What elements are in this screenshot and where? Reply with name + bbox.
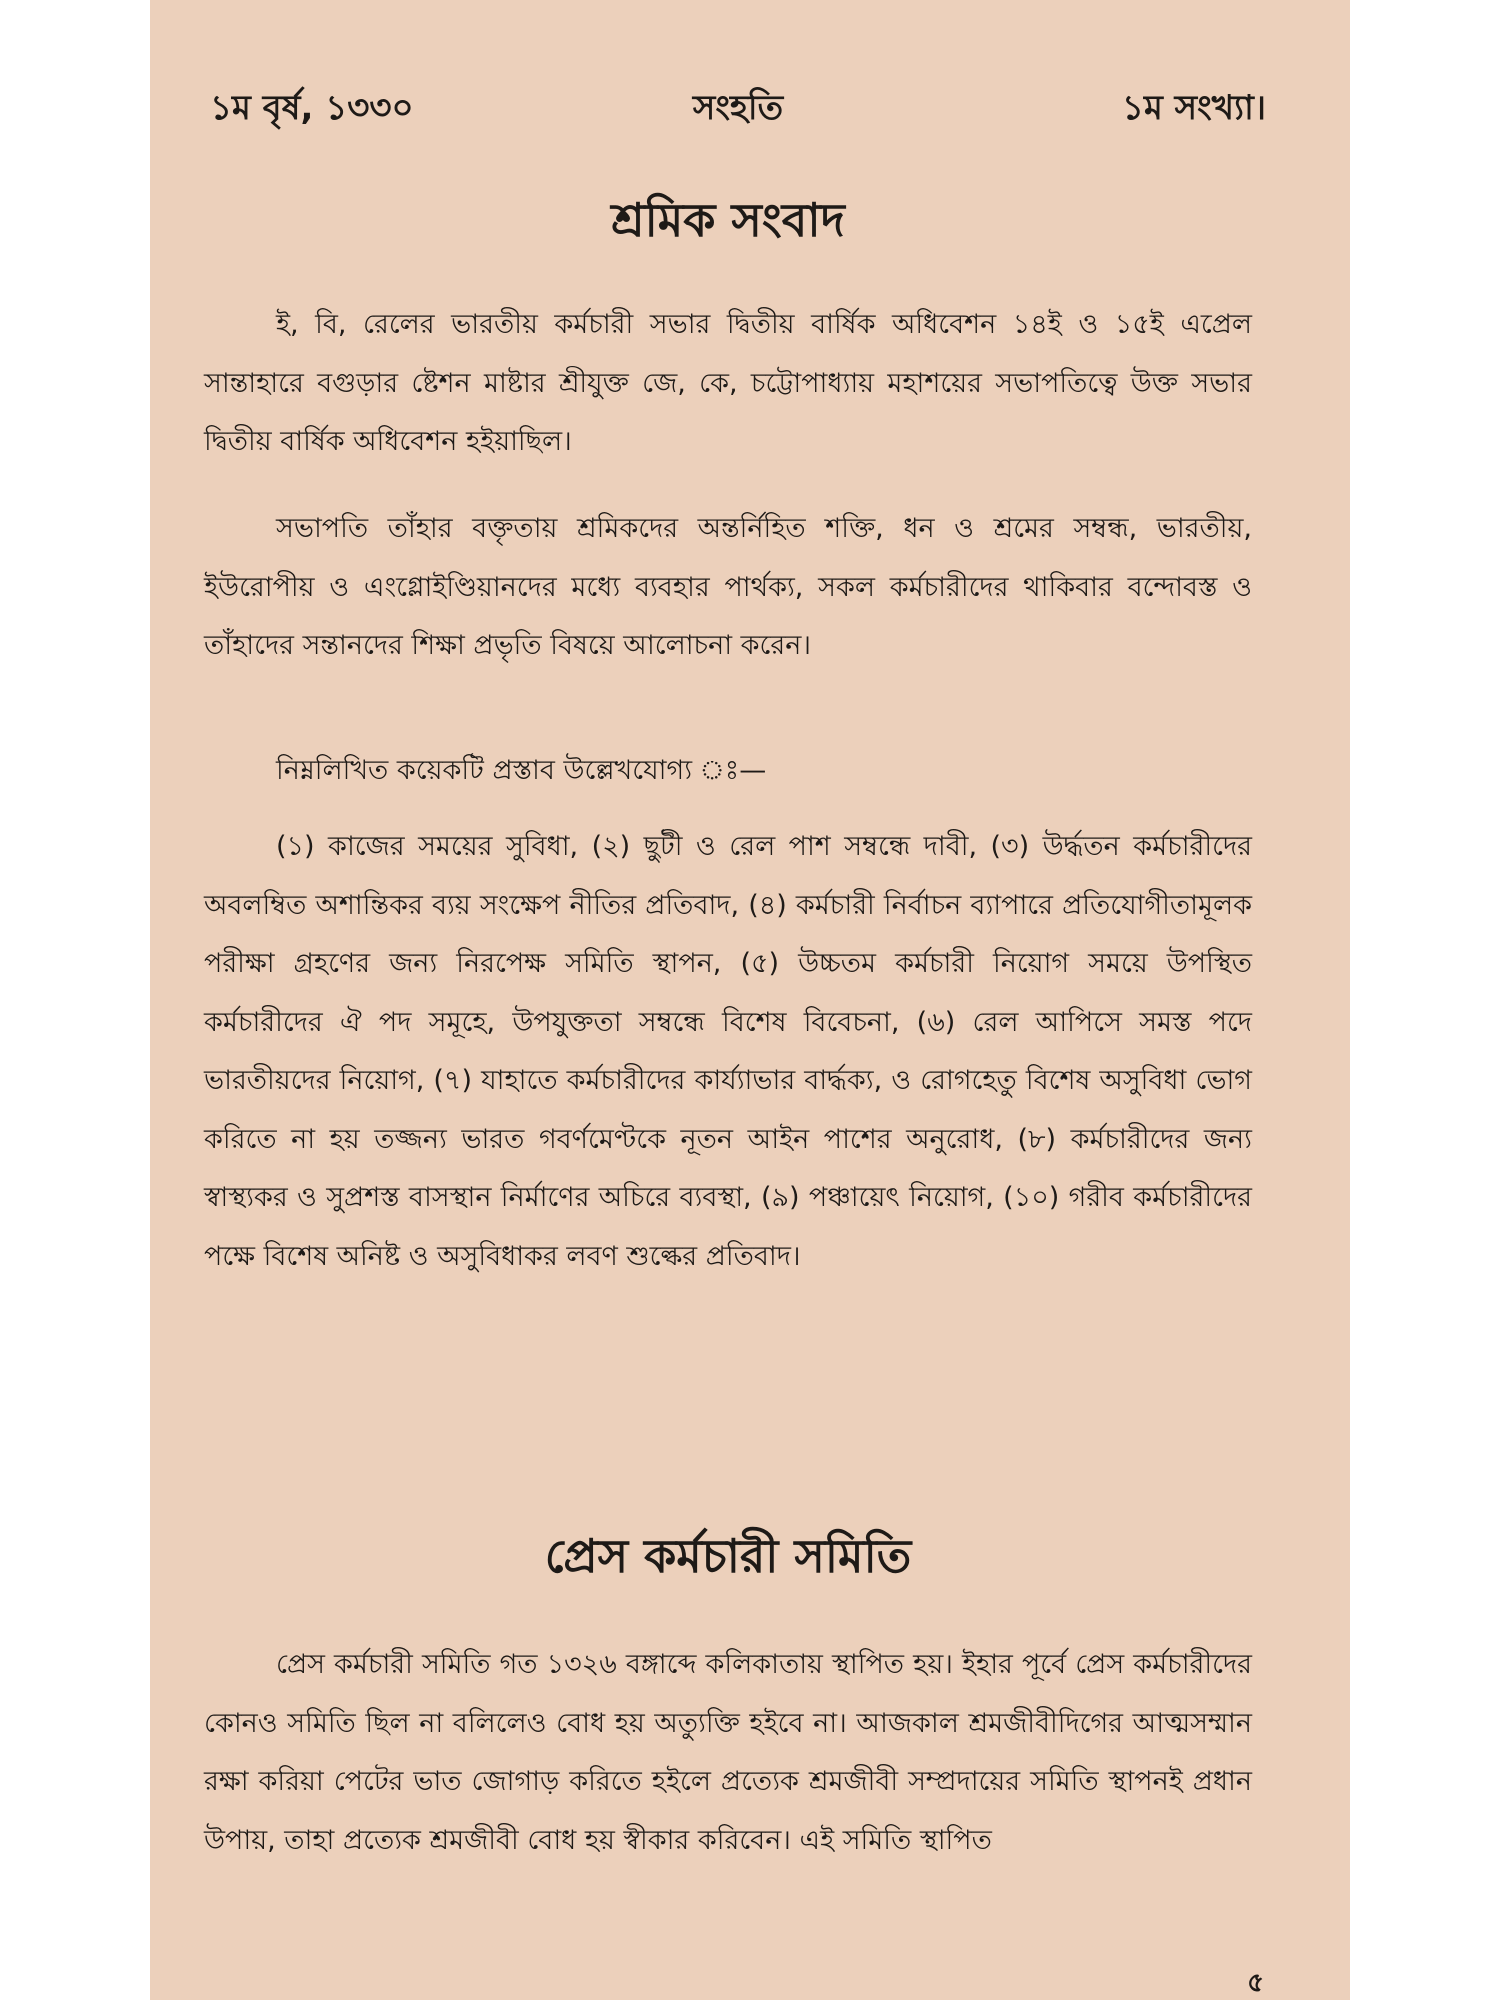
paragraph-ebr-conference: ই, বি, রেলের ভারতীয় কর্মচারী সভার দ্বিতীয় বার্ষিক অধিবেশন ১৪ই ও ১৫ই এপ্রেল সান্তাহারে বগুড়ার ষ্টেশন মাষ্টার শ্রীযুক্ত জে, কে, চট্টোপাধ্যায় মহাশয়ের সভাপতিত্বে উক্ত সভার দ্বিতীয় বার্ষিক অধিবেশন হইয়াছিল।	[204, 309, 1252, 457]
paragraph-president-speech: সভাপতি তাঁহার বক্তৃতায় শ্রমিকদের অন্তর্নিহিত শক্তি, ধন ও শ্রমের সম্বন্ধ, ভারতীয়, ইউরোপীয় ও এংগ্লোইণ্ডিয়ানদের মধ্যে ব্যবহার পার্থক্য, সকল কর্মচারীদের থাকিবার বন্দোবস্ত ও তাঁহাদের সন্তানদের শিক্ষা প্রভৃতি বিষয়ে আলোচনা করেন।	[204, 513, 1252, 661]
volume-year: ১ম বৃর্ষ, ১৩৩০	[210, 88, 414, 128]
paragraph-resolutions-list: (১) কাজের সময়ের সুবিধা, (২) ছুটী ও রেল পাশ সম্বন্ধে দাবী, (৩) উর্দ্ধতন কর্মচারীদের অবলম্বিত অশান্তিকর ব্যয় সংক্ষেপ নীতির প্রতিবাদ, (৪) কর্মচারী নির্বাচন ব্যাপারে প্রতিযোগীতামূলক পরীক্ষা গ্রহণের জন্য নিরপেক্ষ সমিতি স্থাপন, (৫) উচ্চতম কর্মচারী নিয়োগ সময়ে উপস্থিত কর্মচারীদের ঐ পদ সমূহে, উপযুক্ততা সম্বন্ধে বিশেষ বিবেচনা, (৬) রেল আপিসে সমস্ত পদে ভারতীয়দের নিয়োগ, (৭) যাহাতে কর্মচারীদের কার্য্যাভার বার্দ্ধক্য, ও রোগহেতু বিশেষ অসুবিধা ভোগ করিতে না হয় তজ্জন্য ভারত গবর্ণমেণ্টকে নূতন আইন পাশের অনুরোধ, (৮) কর্মচারীদের জন্য স্বাস্থ্যকর ও সুপ্রশস্ত বাসস্থান নির্মাণের অচিরে ব্যবস্থা, (৯) পঞ্চায়েৎ নিয়োগ, (১০) গরীব কর্মচারীদের পক্ষে বিশেষ অনিষ্ট ও অসুবিধাকর লবণ শুল্কের প্রতিবাদ।	[204, 831, 1252, 1272]
paragraph-press-union: প্রেস কর্মচারী সমিতি গত ১৩২৬ বঙ্গাব্দে কলিকাতায় স্থাপিত হয়। ইহার পূর্বে প্রেস কর্মচারীদের কোনও সমিতি ছিল না বলিলেও বোধ হয় অত্যুক্তি হইবে না। আজকাল শ্রমজীবীদিগের আত্মসম্মান রক্ষা করিয়া পেটের ভাত জোগাড় করিতে হইলে প্রত্যেক শ্রমজীবী সম্প্রদায়ের সমিতি স্থাপনই প্রধান উপায়, তাহা প্রত্যেক শ্রমজীবী বোধ হয় স্বীকার করিবেন। এই সমিতি স্থাপিত	[204, 1649, 1252, 1856]
section-heading-labour-news: শ্রমিক সংবাদ	[611, 193, 845, 247]
journal-title: সংহতি	[692, 88, 784, 128]
section-heading-press-workers-union: প্রেস কর্মচারী সমিতি	[544, 1529, 912, 1583]
printed-page	[150, 0, 1350, 2000]
issue-number: ১ম সংখ্যা।	[1121, 88, 1266, 128]
page-number: ৫	[1247, 1968, 1264, 1998]
running-header	[210, 82, 1266, 132]
paragraph-resolutions-intro: নিম্নলিখিত কয়েকটি প্রস্তাব উল্লেখযোগ্য ঃ—	[276, 755, 767, 786]
